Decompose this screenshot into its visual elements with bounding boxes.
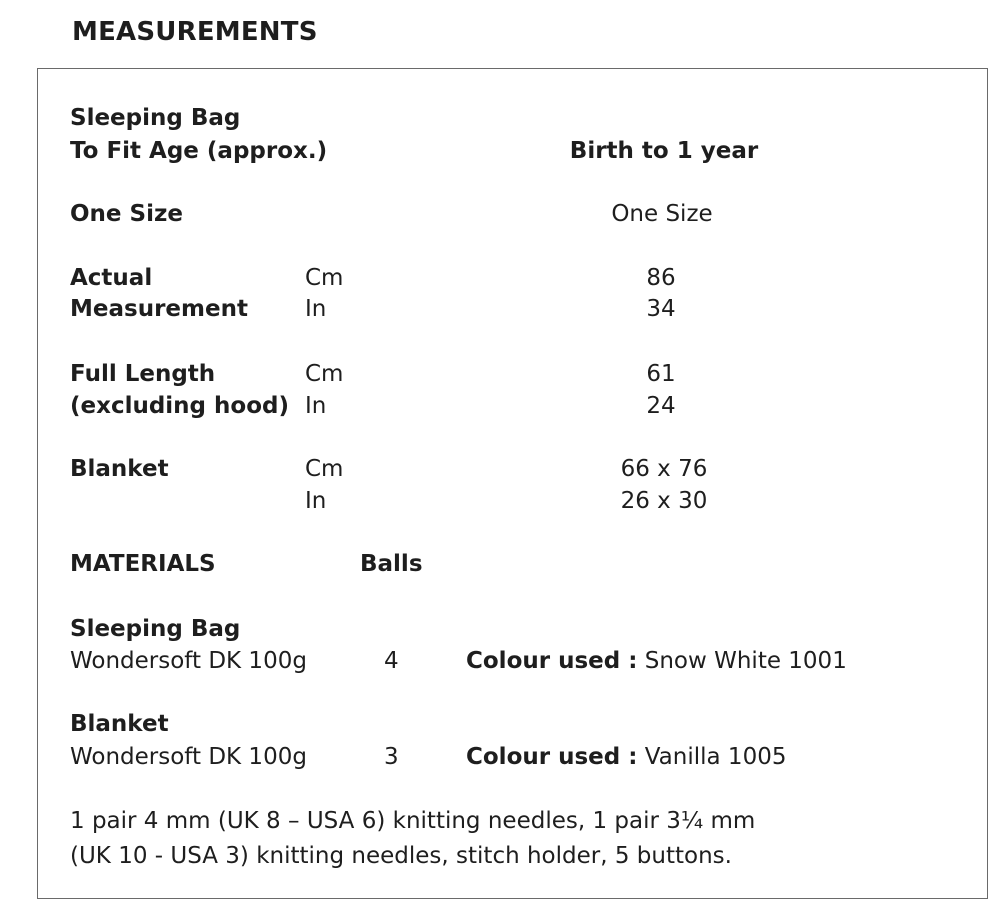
- blanket-size-value-in: 26 x 30: [620, 488, 708, 514]
- full-length-unit-in: In: [305, 393, 327, 419]
- actual-measurement-value-cm: 86: [646, 265, 676, 291]
- blanket-size-label: Blanket: [70, 456, 169, 482]
- material-item-balls: 4: [384, 648, 399, 674]
- actual-measurement-value-in: 34: [646, 296, 676, 322]
- fit-age-value: Birth to 1 year: [569, 138, 759, 164]
- sleeping-bag-title: Sleeping Bag: [70, 105, 241, 131]
- needles-line-1: 1 pair 4 mm (UK 8 – USA 6) knitting needles, 1 pair 3¼ mm: [70, 808, 756, 834]
- actual-measurement-unit-in: In: [305, 296, 327, 322]
- full-length-unit-cm: Cm: [305, 361, 344, 387]
- measurements-panel: [37, 68, 988, 899]
- colour-label: Colour used :: [466, 744, 638, 770]
- actual-measurement-label-1: Actual: [70, 265, 153, 291]
- blanket-size-value-cm: 66 x 76: [620, 456, 708, 482]
- materials-heading: MATERIALS: [70, 551, 216, 577]
- material-item-colour: [466, 742, 786, 772]
- fit-age-label: To Fit Age (approx.): [70, 138, 328, 164]
- colour-value: Vanilla 1005: [644, 744, 787, 770]
- material-item-balls: 3: [384, 744, 399, 770]
- material-item-title: Sleeping Bag: [70, 616, 241, 642]
- material-item-colour: [466, 646, 847, 676]
- material-item-yarn: Wondersoft DK 100g: [70, 744, 307, 770]
- colour-label: Colour used :: [466, 648, 638, 674]
- blanket-size-unit-in: In: [305, 488, 327, 514]
- one-size-value: One Size: [611, 201, 713, 227]
- full-length-label-2: (excluding hood): [70, 393, 289, 419]
- full-length-value-cm: 61: [646, 361, 676, 387]
- needles-line-2: (UK 10 - USA 3) knitting needles, stitch holder, 5 buttons.: [70, 843, 732, 869]
- actual-measurement-unit-cm: Cm: [305, 265, 344, 291]
- material-item-title: Blanket: [70, 711, 169, 737]
- material-item-yarn: Wondersoft DK 100g: [70, 648, 307, 674]
- actual-measurement-label-2: Measurement: [70, 296, 248, 322]
- colour-value: Snow White 1001: [644, 648, 847, 674]
- page-heading: MEASUREMENTS: [72, 17, 318, 47]
- full-length-label-1: Full Length: [70, 361, 216, 387]
- blanket-size-unit-cm: Cm: [305, 456, 344, 482]
- balls-column-header: Balls: [360, 551, 423, 577]
- one-size-label: One Size: [70, 201, 183, 227]
- full-length-value-in: 24: [646, 393, 676, 419]
